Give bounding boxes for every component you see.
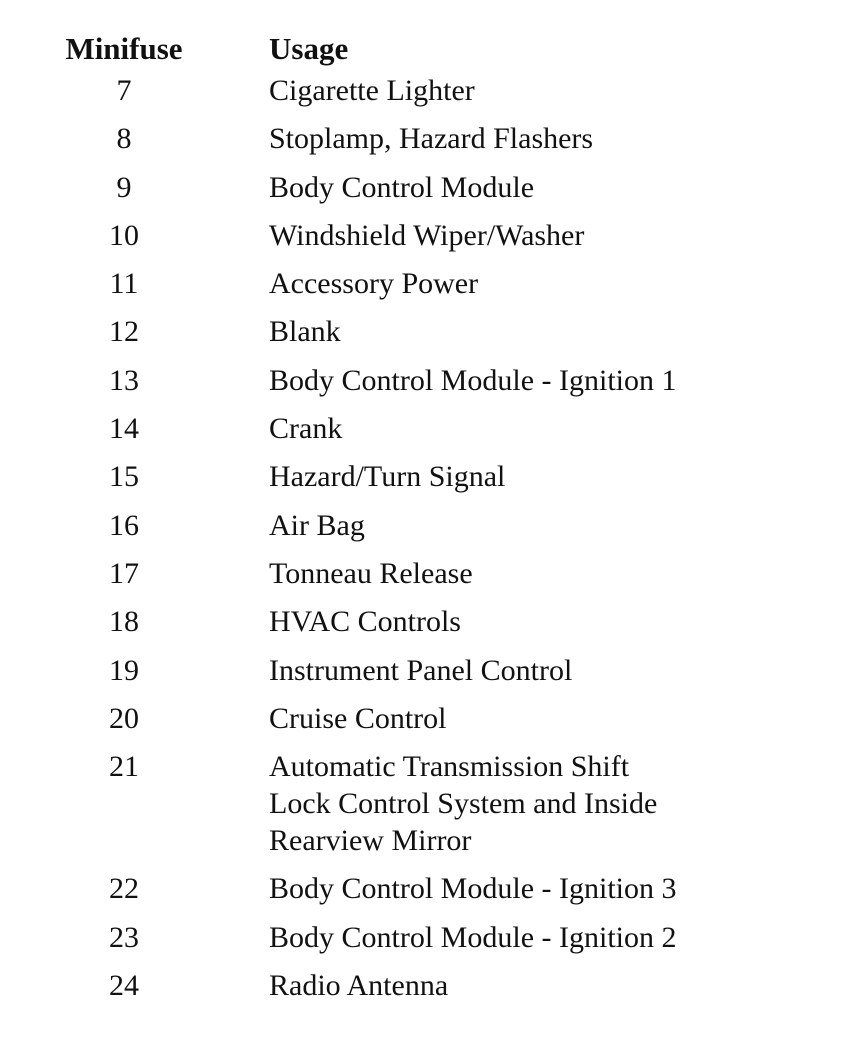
usage-text: Accessory Power — [269, 267, 479, 301]
table-row — [62, 507, 802, 544]
usage-text: Cigarette Lighter — [269, 74, 475, 107]
usage-text: Radio Antenna — [269, 969, 449, 1003]
usage-text: Tonneau Release — [269, 556, 473, 590]
table-row — [62, 870, 802, 907]
header-usage: Usage — [269, 31, 349, 66]
table-row — [62, 313, 802, 350]
minifuse-number: 19 — [109, 653, 139, 687]
table-row — [62, 652, 802, 689]
usage-text: Instrument Panel Control — [269, 653, 573, 687]
table-row — [62, 700, 802, 737]
fuse-usage-table — [62, 26, 802, 1015]
minifuse-number: 13 — [109, 363, 139, 397]
table-row — [62, 603, 802, 640]
minifuse-number: 15 — [109, 460, 139, 494]
table-row — [62, 265, 802, 302]
minifuse-number: 12 — [109, 315, 139, 349]
minifuse-number: 7 — [116, 74, 132, 107]
minifuse-number: 10 — [109, 218, 139, 252]
table-row — [62, 410, 802, 447]
table-row — [62, 458, 802, 495]
table-row — [62, 919, 802, 956]
usage-text: Cruise Control — [269, 701, 447, 735]
usage-text: HVAC Controls — [269, 605, 461, 639]
usage-text: Body Control Module — [269, 170, 535, 204]
usage-text: Body Control Module - Ignition 1 — [269, 363, 677, 397]
minifuse-number: 18 — [109, 605, 139, 639]
minifuse-number: 17 — [109, 556, 139, 590]
header-minifuse: Minifuse — [65, 31, 183, 66]
minifuse-number: 24 — [109, 969, 139, 1003]
minifuse-number: 22 — [109, 872, 139, 906]
usage-text: Air Bag — [269, 508, 365, 542]
minifuse-number: 20 — [109, 701, 139, 735]
table-row — [62, 748, 802, 859]
usage-text: Stoplamp, Hazard Flashers — [269, 122, 594, 156]
table-header — [62, 26, 802, 72]
table-row — [62, 169, 802, 206]
usage-text: Body Control Module - Ignition 3 — [269, 872, 677, 906]
table-row — [62, 555, 802, 592]
minifuse-number: 8 — [116, 122, 132, 156]
minifuse-number: 21 — [109, 750, 139, 784]
table-row — [62, 362, 802, 399]
table-row — [62, 217, 802, 254]
usage-text: Body Control Module - Ignition 2 — [269, 920, 677, 954]
table-row — [62, 72, 802, 109]
usage-text: Blank — [269, 315, 341, 349]
minifuse-number: 23 — [109, 920, 139, 954]
usage-text: Automatic Transmission Shift Lock Control System and Inside Rearview Mirror — [269, 750, 658, 858]
minifuse-number: 16 — [109, 508, 139, 542]
usage-text: Hazard/Turn Signal — [269, 460, 506, 494]
table-row — [62, 120, 802, 157]
minifuse-number: 14 — [109, 412, 139, 446]
usage-text: Windshield Wiper/Washer — [269, 218, 585, 252]
table-row — [62, 967, 802, 1004]
minifuse-number: 9 — [116, 170, 132, 204]
minifuse-number: 11 — [109, 267, 139, 301]
usage-text: Crank — [269, 412, 343, 446]
